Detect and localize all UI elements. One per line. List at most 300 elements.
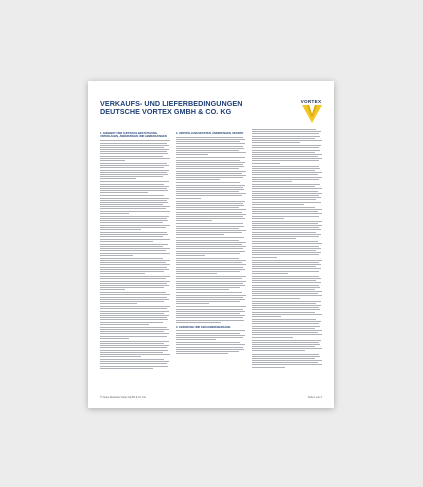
text-line — [176, 273, 217, 274]
text-line — [252, 241, 318, 242]
text-line — [252, 252, 321, 253]
title-line-1: VERKAUFS- UND LIEFERBEDINGUNGEN — [100, 99, 243, 108]
text-line — [100, 220, 168, 221]
text-line — [176, 276, 246, 277]
text-line — [252, 140, 322, 141]
text-line — [176, 198, 201, 199]
text-line — [176, 193, 246, 194]
text-line — [252, 257, 277, 258]
text-line — [176, 195, 242, 196]
text-line — [252, 197, 321, 198]
text-line — [100, 359, 164, 360]
text-line — [100, 236, 163, 237]
text-line — [176, 262, 242, 263]
text-line — [100, 195, 164, 196]
text-line — [176, 220, 212, 221]
text-line — [100, 301, 164, 302]
text-line — [252, 243, 322, 244]
text-line — [252, 160, 319, 161]
text-line — [176, 157, 245, 158]
text-line — [100, 287, 164, 288]
text-line — [252, 238, 296, 239]
body-paragraph — [100, 195, 170, 213]
text-line — [252, 184, 320, 185]
text-line — [176, 168, 239, 169]
text-line — [252, 207, 315, 208]
text-line — [176, 177, 243, 178]
text-line — [100, 145, 169, 146]
text-column-1 — [100, 129, 170, 391]
text-line — [176, 242, 246, 243]
text-line — [176, 185, 245, 186]
text-line — [100, 229, 141, 230]
body-paragraph — [252, 184, 322, 205]
text-line — [100, 200, 167, 201]
text-line — [176, 317, 243, 318]
text-line — [100, 225, 170, 226]
text-line — [252, 282, 321, 283]
text-line — [252, 202, 321, 203]
text-line — [252, 142, 300, 143]
text-line — [100, 308, 167, 309]
text-line — [176, 230, 246, 231]
text-line — [252, 314, 322, 315]
text-line — [100, 297, 167, 298]
text-line — [176, 289, 229, 290]
text-line — [176, 171, 246, 172]
text-line — [252, 260, 322, 261]
document-page — [88, 81, 334, 408]
text-line — [176, 141, 240, 142]
text-line — [252, 309, 320, 310]
text-line — [100, 260, 170, 261]
text-line — [252, 131, 321, 132]
text-column-3 — [252, 129, 322, 391]
text-line — [176, 353, 228, 354]
text-line — [252, 248, 321, 249]
text-line — [252, 191, 318, 192]
text-line — [100, 158, 170, 159]
text-line — [100, 222, 163, 223]
text-line — [176, 207, 239, 208]
text-line — [176, 205, 244, 206]
text-line — [252, 346, 315, 347]
text-line — [176, 182, 240, 183]
body-paragraph — [100, 258, 170, 274]
text-line — [252, 348, 322, 349]
text-line — [100, 317, 167, 318]
page-footer — [100, 396, 322, 400]
body-paragraph — [252, 129, 322, 143]
text-line — [176, 154, 208, 155]
text-line — [176, 351, 239, 352]
title-line-2: DEUTSCHE VORTEX GMBH & CO. KG — [100, 106, 232, 116]
text-line — [176, 342, 240, 343]
text-line — [176, 160, 240, 161]
text-line — [252, 362, 318, 363]
text-line — [252, 216, 319, 217]
text-line — [252, 172, 322, 173]
text-line — [252, 356, 320, 357]
footer-copyright: © Vortex Deutsche Vortex GmbH & Co. KG — [100, 396, 146, 399]
text-line — [176, 301, 240, 302]
text-line — [252, 163, 280, 164]
body-paragraph — [176, 201, 246, 222]
text-line — [252, 229, 321, 230]
text-line — [100, 211, 170, 212]
body-paragraph — [100, 292, 170, 304]
text-line — [100, 311, 169, 312]
text-line — [176, 320, 244, 321]
text-line — [252, 293, 318, 294]
body-paragraph — [176, 330, 246, 340]
text-line — [176, 313, 240, 314]
text-line — [252, 158, 322, 159]
text-line — [252, 150, 320, 151]
text-line — [100, 361, 169, 362]
text-line — [100, 151, 167, 152]
text-line — [100, 324, 149, 325]
text-line — [252, 289, 315, 290]
text-line — [176, 162, 245, 163]
text-line — [252, 323, 319, 324]
text-line — [252, 367, 285, 368]
text-line — [252, 133, 319, 134]
text-line — [100, 283, 167, 284]
text-line — [252, 305, 321, 306]
text-line — [252, 227, 319, 228]
text-line — [100, 278, 166, 279]
text-line — [100, 271, 164, 272]
text-line — [176, 214, 246, 215]
text-line — [100, 216, 169, 217]
text-line — [252, 177, 322, 178]
section-heading: 2. VERSTELLUNGSKOSTEN, ÄNDERUNGEN, SKONTO — [176, 132, 244, 135]
text-line — [252, 264, 321, 265]
text-line — [252, 186, 315, 187]
text-line — [252, 213, 322, 214]
text-line — [100, 208, 166, 209]
body-paragraph — [176, 292, 246, 304]
text-line — [176, 283, 243, 284]
text-line — [176, 216, 243, 217]
text-line — [100, 143, 167, 144]
text-line — [100, 204, 163, 205]
text-line — [252, 358, 315, 359]
text-line — [100, 273, 145, 274]
text-line — [100, 172, 167, 173]
text-line — [100, 258, 163, 259]
text-line — [100, 255, 133, 256]
text-line — [176, 347, 243, 348]
text-line — [176, 267, 243, 268]
body-paragraph — [252, 207, 322, 219]
text-line — [100, 336, 167, 337]
body-paragraph — [100, 341, 170, 357]
body-paragraph — [252, 340, 322, 352]
text-column-2 — [176, 129, 246, 391]
text-line — [100, 163, 167, 164]
text-line — [252, 152, 315, 153]
body-paragraph — [252, 301, 322, 317]
text-line — [176, 337, 243, 338]
text-line — [176, 287, 240, 288]
text-line — [100, 303, 137, 304]
text-line — [100, 246, 163, 247]
text-line — [176, 203, 243, 204]
text-line — [100, 213, 129, 214]
text-line — [100, 174, 168, 175]
text-line — [100, 140, 170, 141]
text-line — [252, 326, 320, 327]
text-line — [176, 292, 242, 293]
text-line — [252, 193, 322, 194]
text-line — [176, 260, 246, 261]
text-line — [100, 299, 169, 300]
body-paragraph — [252, 276, 322, 299]
text-line — [176, 335, 245, 336]
text-line — [252, 334, 322, 335]
text-line — [252, 168, 320, 169]
text-line — [252, 276, 319, 277]
body-paragraph — [252, 260, 322, 274]
text-line — [252, 166, 319, 167]
text-line — [252, 223, 318, 224]
text-line — [252, 154, 322, 155]
text-line — [100, 285, 169, 286]
body-paragraph — [252, 166, 322, 182]
text-line — [252, 268, 321, 269]
text-line — [100, 241, 153, 242]
body-paragraph — [100, 306, 170, 324]
text-line — [176, 166, 244, 167]
text-line — [252, 307, 319, 308]
text-line — [176, 246, 246, 247]
text-line — [176, 251, 245, 252]
text-line — [176, 248, 243, 249]
body-paragraph — [252, 145, 322, 163]
text-line — [176, 299, 245, 300]
text-line — [176, 285, 245, 286]
body-paragraph — [100, 181, 170, 193]
body-paragraph — [100, 327, 170, 339]
text-line — [100, 178, 136, 179]
text-line — [100, 363, 167, 364]
text-line — [252, 321, 321, 322]
text-line — [176, 143, 245, 144]
text-line — [100, 345, 169, 346]
text-line — [176, 175, 246, 176]
text-line — [252, 232, 316, 233]
text-line — [100, 186, 169, 187]
body-paragraph — [100, 359, 170, 369]
body-paragraph — [252, 221, 322, 239]
text-line — [252, 328, 315, 329]
text-line — [100, 350, 168, 351]
text-line — [252, 360, 322, 361]
text-line — [176, 187, 243, 188]
text-line — [176, 303, 209, 304]
footer-page-number: Seite 1 von 2 — [308, 396, 322, 399]
text-line — [176, 173, 242, 174]
body-paragraph — [100, 276, 170, 290]
text-line — [176, 349, 244, 350]
text-line — [252, 303, 316, 304]
text-line — [252, 332, 318, 333]
text-line — [100, 269, 169, 270]
text-line — [176, 201, 245, 202]
text-line — [176, 152, 246, 153]
text-line — [100, 202, 168, 203]
text-line — [100, 276, 170, 277]
text-line — [100, 239, 170, 240]
text-line — [252, 147, 319, 148]
text-line — [176, 278, 242, 279]
text-line — [100, 329, 169, 330]
text-line — [100, 167, 164, 168]
text-line — [100, 306, 170, 307]
text-line — [252, 298, 300, 299]
text-line — [100, 368, 153, 369]
text-line — [176, 179, 220, 180]
body-paragraph — [176, 306, 246, 322]
text-line — [100, 313, 164, 314]
text-line — [176, 244, 242, 245]
text-line — [252, 250, 316, 251]
text-line — [100, 319, 168, 320]
text-line — [252, 340, 321, 341]
text-line — [176, 240, 239, 241]
text-line — [176, 344, 245, 345]
text-line — [100, 190, 168, 191]
text-line — [100, 281, 170, 282]
text-line — [176, 150, 239, 151]
text-line — [176, 306, 246, 307]
text-line — [100, 234, 168, 235]
text-line — [252, 138, 315, 139]
text-line — [252, 188, 322, 189]
text-line — [252, 312, 315, 313]
text-line — [176, 297, 243, 298]
text-line — [252, 285, 319, 286]
text-line — [100, 341, 169, 342]
text-line — [252, 350, 305, 351]
text-line — [252, 181, 292, 182]
text-line — [100, 333, 169, 334]
text-line — [100, 331, 164, 332]
text-line — [100, 322, 163, 323]
text-line — [100, 188, 167, 189]
text-line — [100, 264, 170, 265]
text-line — [100, 262, 166, 263]
body-paragraph — [176, 342, 246, 354]
text-line — [176, 191, 239, 192]
body-paragraph — [176, 237, 246, 255]
body-paragraph — [252, 241, 322, 257]
body-paragraph — [176, 276, 246, 290]
text-line — [252, 316, 281, 317]
text-line — [252, 174, 318, 175]
text-line — [252, 319, 316, 320]
body-paragraph — [100, 140, 170, 161]
text-line — [100, 147, 164, 148]
text-line — [100, 227, 166, 228]
text-line — [252, 221, 322, 222]
text-line — [252, 287, 320, 288]
text-line — [100, 232, 167, 233]
text-line — [100, 244, 168, 245]
section-heading: 3. LIEFERUNG UND GEFAHRENÜBERGANG — [176, 325, 231, 329]
text-line — [252, 291, 322, 292]
text-line — [176, 139, 245, 140]
text-line — [100, 184, 164, 185]
text-line — [252, 170, 315, 171]
text-line — [252, 273, 288, 274]
text-line — [252, 234, 321, 235]
text-line — [100, 149, 169, 150]
text-line — [100, 248, 170, 249]
text-line — [176, 164, 243, 165]
text-line — [176, 330, 245, 331]
text-line — [252, 145, 321, 146]
text-line — [252, 301, 321, 302]
text-line — [176, 269, 245, 270]
text-line — [176, 228, 239, 229]
text-line — [176, 315, 245, 316]
text-line — [100, 176, 163, 177]
text-line — [252, 344, 320, 345]
text-line — [252, 129, 316, 130]
text-line — [252, 271, 319, 272]
text-line — [252, 225, 322, 226]
text-line — [176, 309, 243, 310]
text-line — [252, 179, 319, 180]
body-paragraph — [176, 157, 246, 180]
text-line — [252, 204, 304, 205]
text-line — [176, 237, 244, 238]
body-paragraph — [176, 182, 246, 198]
text-line — [176, 146, 243, 147]
text-line — [176, 209, 246, 210]
text-line — [252, 330, 322, 331]
body-paragraph — [100, 163, 170, 179]
logo-wordmark: VORTEX — [300, 99, 322, 104]
text-line — [100, 343, 164, 344]
text-line — [252, 295, 322, 296]
body-paragraph — [252, 319, 322, 337]
text-line — [176, 223, 243, 224]
body-paragraph — [100, 244, 170, 256]
text-line — [100, 153, 168, 154]
text-line — [252, 354, 319, 355]
text-line — [252, 364, 322, 365]
text-line — [100, 192, 148, 193]
body-paragraph — [252, 354, 322, 368]
text-line — [176, 189, 244, 190]
text-line — [100, 267, 167, 268]
text-line — [176, 322, 221, 323]
text-line — [100, 253, 170, 254]
text-line — [252, 266, 316, 267]
text-line — [176, 295, 246, 296]
text-line — [176, 311, 245, 312]
text-line — [176, 271, 240, 272]
text-line — [176, 212, 242, 213]
text-line — [252, 218, 284, 219]
text-line — [176, 333, 240, 334]
text-line — [100, 327, 167, 328]
text-line — [176, 148, 244, 149]
